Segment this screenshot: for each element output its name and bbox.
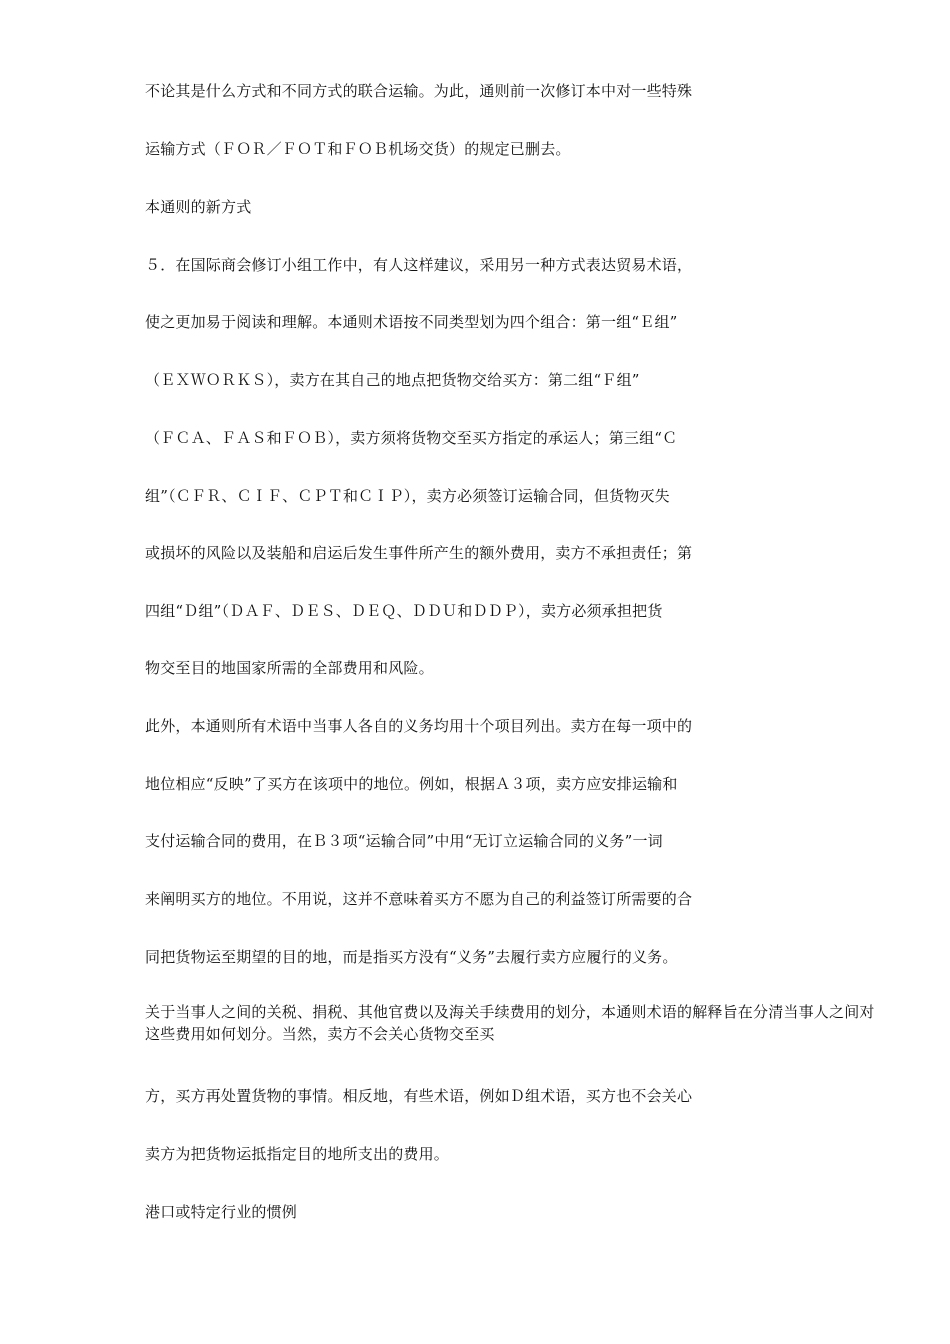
paragraph-line: 或损坏的风险以及装船和启运后发生事件所产生的额外费用，卖方不承担责任；第 (145, 544, 693, 562)
paragraph-line: 同把货物运至期望的目的地，而是指买方没有“义务”去履行卖方应履行的义务。 (145, 948, 678, 966)
paragraph-line: （ＦＣＡ、ＦＡＳ和ＦＯＢ），卖方须将货物交至买方指定的承运人；第三组“Ｃ (145, 429, 678, 447)
paragraph-line: 来阐明买方的地位。不用说，这并不意味着买方不愿为自己的利益签订所需要的合 (145, 890, 693, 908)
paragraph-line: 组”（ＣＦＲ、ＣＩＦ、ＣＰＴ和ＣＩＰ），卖方必须签订运输合同，但货物灭失 (145, 487, 670, 505)
paragraph-line: 不论其是什么方式和不同方式的联合运输。为此，通则前一次修订本中对一些特殊 (145, 82, 693, 100)
paragraph-line: 使之更加易于阅读和理解。本通则术语按不同类型划为四个组合：第一组“Ｅ组” (145, 313, 678, 331)
paragraph-line: 方，买方再处置货物的事情。相反地，有些术语，例如Ｄ组术语，买方也不会关心 (145, 1087, 693, 1105)
section-heading: 港口或特定行业的惯例 (145, 1203, 298, 1221)
paragraph-line: 地位相应“反映”了买方在该项中的地位。例如，根据Ａ３项，卖方应安排运输和 (145, 775, 678, 793)
section-heading: 本通则的新方式 (145, 198, 252, 216)
paragraph-line: 卖方为把货物运抵指定目的地所支出的费用。 (145, 1145, 450, 1163)
paragraph-line: 物交至目的地国家所需的全部费用和风险。 (145, 659, 434, 677)
paragraph-line: （ＥＸＷＯＲＫＳ），卖方在其自己的地点把货物交给买方：第二组“Ｆ组” (145, 371, 640, 389)
paragraph-line: 支付运输合同的费用，在Ｂ３项“运输合同”中用“无订立运输合同的义务”一词 (145, 832, 663, 850)
paragraph-line: 运输方式（ＦＯＲ／ＦＯＴ和ＦＯＢ机场交货）的规定已删去。 (145, 140, 571, 158)
paragraph-line: 此外，本通则所有术语中当事人各自的义务均用十个项目列出。卖方在每一项中的 (145, 717, 693, 735)
paragraph-wrapped: 关于当事人之间的关税、捐税、其他官费以及海关手续费用的划分，本通则术语的解释旨在分清当事人之间对这些费用如何划分。当然，卖方不会关心货物交至买 (145, 1003, 875, 1043)
paragraph-line: ５．在国际商会修订小组工作中，有人这样建议，采用另一种方式表达贸易术语， (145, 256, 693, 274)
paragraph-line: 四组“Ｄ组”（ＤＡＦ、ＤＥＳ、ＤＥＱ、ＤＤＵ和ＤＤＰ），卖方必须承担把货 (145, 602, 663, 620)
